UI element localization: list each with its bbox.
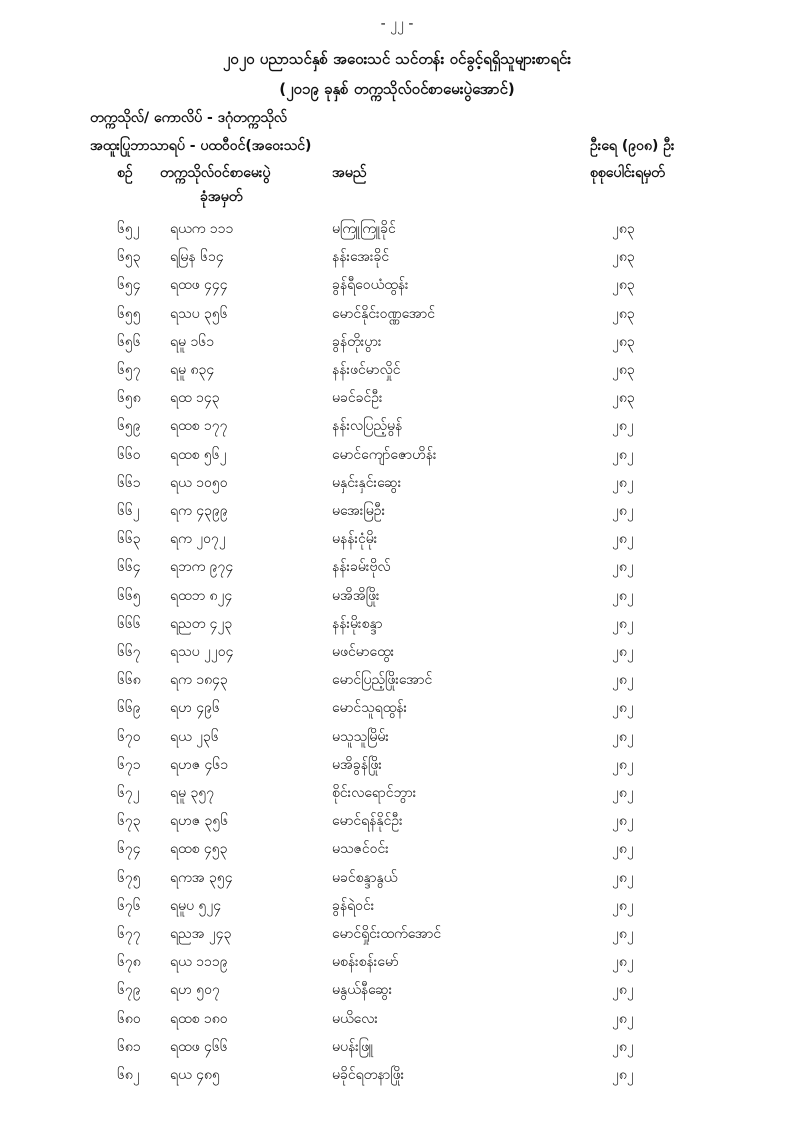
table-row	[0, 783, 794, 807]
name-cell: နန်းလပြည့်မွန်	[332, 418, 403, 435]
name-cell: မခင်စန္ဒာနွယ်	[332, 869, 398, 886]
roll-cell: ရဟ ၅၀၇	[170, 982, 220, 999]
serial-cell: ၆၇၅	[117, 869, 141, 886]
table-row	[0, 755, 794, 779]
roll-cell: ရယ ၄၈၅	[170, 1067, 220, 1083]
table-row	[0, 529, 794, 553]
marks-cell: ၂၈၂	[612, 869, 634, 886]
marks-cell: ၂၈၂	[612, 813, 634, 830]
marks-cell: ၂၈၂	[612, 954, 634, 971]
table-row	[0, 670, 794, 694]
table-row	[0, 445, 794, 469]
name-cell: နန်းဖင်မာလှိုင်	[332, 362, 401, 378]
header-marks: စုစုပေါင်းရမှတ်	[590, 165, 665, 181]
table-row	[0, 1065, 794, 1089]
table-row	[0, 727, 794, 751]
marks-cell: ၂၈၂	[612, 474, 634, 491]
name-cell: မစန်းစန်းမော်	[332, 954, 399, 971]
name-cell: မသဇင်ဝင်း	[332, 841, 389, 858]
serial-cell: ၆၈၀	[117, 1010, 141, 1027]
marks-cell: ၂၈၃	[612, 305, 635, 322]
name-cell: မပန်းဖြူ	[332, 1038, 374, 1055]
name-cell: မအိအိဖြိုး	[332, 587, 380, 604]
table-row	[0, 304, 794, 328]
name-cell: နန်းခမ်းဗိုလ်	[332, 559, 391, 576]
table-row	[0, 924, 794, 948]
roll-cell: ရထစ ၄၅၃	[170, 841, 228, 858]
marks-cell: ၂၈၂	[612, 644, 634, 660]
table-row	[0, 586, 794, 610]
marks-cell: ၂၈၂	[612, 756, 634, 773]
name-cell: မယိလေး	[332, 1010, 378, 1027]
roll-cell: ရက ၄၃၉၉	[170, 503, 228, 519]
serial-cell: ၆၅၆	[117, 333, 141, 350]
name-cell: ခွန်ရဲဝင်း	[332, 897, 375, 914]
marks-cell: ၂၈၂	[612, 926, 634, 942]
roll-cell: ရသပ ၂၂၀၄	[170, 644, 234, 660]
serial-cell: ၆၇၂	[117, 785, 140, 801]
roll-cell: ရမြန ၆၁၄	[170, 249, 224, 266]
roll-cell: ရက ၂၀၇၂	[170, 531, 226, 548]
name-cell: မအိခွန်ဖြိုး	[332, 756, 382, 773]
roll-cell: ရယ ၂၃၆	[170, 728, 219, 745]
serial-cell: ၆၇၃	[117, 813, 141, 830]
serial-cell: ၆၅၉	[117, 418, 141, 435]
roll-cell: ရထစ ၁၈၀	[170, 1010, 228, 1027]
roll-cell: ရမူ ၈၃၄	[170, 362, 215, 378]
name-cell: မောင်ပြည့်ဖြိုးအောင်	[332, 672, 433, 689]
serial-cell: ၆၇၇	[117, 926, 141, 942]
serial-cell: ၆၅၅	[117, 305, 141, 322]
roll-cell: ရဟဇ ၃၅၆	[170, 813, 229, 830]
serial-cell: ၆၅၇	[117, 362, 141, 378]
roll-cell: ရထစ ၁၇၇	[170, 418, 228, 435]
table-row	[0, 360, 794, 384]
serial-cell: ၆၆၇	[117, 644, 141, 660]
header-roll: တက္ကသိုလ်ဝင်စာမေးပွဲ	[160, 165, 271, 181]
document-subtitle: (၂၀၁၉ ခုနှစ် တက္ကသိုလ်ဝင်စာမေးပွဲအောင်)	[279, 80, 515, 98]
marks-cell: ၂၈၂	[612, 1067, 634, 1083]
roll-cell: ရညအ ၂၄၃	[170, 926, 232, 942]
serial-cell: ၆၇၀	[117, 728, 141, 745]
serial-cell: ၆၆၉	[117, 700, 141, 717]
marks-cell: ၂၈၃	[612, 221, 635, 237]
roll-cell: ရယ ၁၀၅၀	[170, 474, 228, 491]
table-row	[0, 980, 794, 1004]
name-cell: မနှင်းနှင်းဆွေး	[332, 474, 402, 491]
page-number: - ၂၂ -	[380, 16, 414, 32]
table-row	[0, 642, 794, 666]
serial-cell: ၆၆၈	[117, 672, 141, 689]
serial-cell: ၆၇၆	[117, 897, 141, 914]
table-row	[0, 473, 794, 497]
roll-cell: ရထစ ၅၆၂	[170, 446, 227, 463]
marks-cell: ၂၈၂	[612, 700, 634, 717]
serial-cell: ၆၆၁	[117, 474, 141, 491]
marks-cell: ၂၈၂	[612, 418, 634, 435]
marks-cell: ၂၈၃	[612, 390, 635, 407]
roll-cell: ရထဖ ၄၆၆	[170, 1038, 228, 1055]
marks-cell: ၂၈၃	[612, 362, 635, 378]
roll-cell: ရထဘ ၈၂၄	[170, 587, 233, 604]
serial-cell: ၆၅၂	[117, 221, 140, 237]
count-line: ဦးရေ (၉၀၈) ဦး	[590, 138, 675, 154]
table-row	[0, 219, 794, 243]
roll-cell: ရယ ၁၁၁၉	[170, 954, 228, 971]
roll-cell: ရသပ ၃၅၆	[170, 305, 228, 322]
serial-cell: ၆၅၄	[117, 277, 141, 294]
name-cell: မောင်ရှိုင်းထက်အောင်	[332, 926, 442, 942]
marks-cell: ၂၈၂	[612, 587, 634, 604]
table-row	[0, 698, 794, 722]
marks-cell: ၂၈၂	[612, 503, 634, 519]
table-row	[0, 416, 794, 440]
serial-cell: ၆၆၄	[117, 559, 141, 576]
table-row	[0, 1009, 794, 1033]
marks-cell: ၂၈၂	[612, 531, 634, 548]
serial-cell: ၆၇၉	[117, 982, 141, 999]
marks-cell: ၂၈၂	[612, 728, 634, 745]
table-row	[0, 839, 794, 863]
roll-cell: ရမူ ၃၅၇	[170, 785, 215, 801]
roll-cell: ရထ ၁၄၃	[170, 390, 220, 407]
header-name: အမည်	[332, 165, 367, 181]
roll-cell: ရမူ ၁၆၁	[170, 333, 215, 350]
table-row	[0, 557, 794, 581]
name-cell: ခွန်တိုးပွား	[332, 333, 382, 350]
marks-cell: ၂၈၂	[612, 1038, 634, 1055]
serial-cell: ၆၆၂	[117, 503, 140, 519]
name-cell: မခိုင်ရတနာဖြိုး	[332, 1067, 405, 1083]
name-cell: မအေးမြဦး	[332, 503, 386, 519]
serial-cell: ၆၇၈	[117, 954, 141, 971]
table-row	[0, 332, 794, 356]
marks-cell: ၂၈၃	[612, 249, 635, 266]
name-cell: နန်းအေးခိုင်	[332, 249, 390, 266]
marks-cell: ၂၈၃	[612, 333, 635, 350]
marks-cell: ၂၈၂	[612, 672, 634, 689]
name-cell: ခွန်ရီဝေယံထွန်း	[332, 277, 409, 294]
marks-cell: ၂၈၂	[612, 785, 634, 801]
table-row	[0, 896, 794, 920]
roll-cell: ရမူပ ၅၂၄	[170, 897, 222, 914]
serial-cell: ၆၈၁	[117, 1038, 141, 1055]
serial-cell: ၆၆၅	[117, 587, 141, 604]
table-row	[0, 868, 794, 892]
subject-line: အထူးပြုဘာသာရပ် - ပထဝီဝင်(အဝေးသင်)	[90, 138, 312, 154]
marks-cell: ၂၈၂	[612, 446, 634, 463]
serial-cell: ၆၆၆	[117, 615, 141, 632]
serial-cell: ၆၆၃	[117, 531, 141, 548]
name-cell: မနန်းငုံမိုး	[332, 531, 378, 548]
marks-cell: ၂၈၂	[612, 615, 634, 632]
table-row	[0, 952, 794, 976]
university-line: တက္ကသိုလ်/ ကောလိပ် - ဒဂုံတက္ကသိုလ်	[90, 110, 287, 126]
table-row	[0, 388, 794, 412]
roll-cell: ရဟဇ ၄၆၁	[170, 756, 229, 773]
marks-cell: ၂၈၂	[612, 1010, 634, 1027]
roll-cell: ရကအ ၃၅၄	[170, 869, 233, 886]
serial-cell: ၆၇၄	[117, 841, 141, 858]
roll-cell: ရညတ ၄၂၃	[170, 615, 233, 632]
marks-cell: ၂၈၂	[612, 559, 634, 576]
marks-cell: ၂၈၂	[612, 982, 634, 999]
marks-cell: ၂၈၂	[612, 841, 634, 858]
name-cell: မခင်ခင်ဦး	[332, 390, 383, 407]
name-cell: မောင်ရန်နိုင်ဦး	[332, 813, 403, 830]
name-cell: မောင်သူရထွန်း	[332, 700, 408, 717]
table-row	[0, 275, 794, 299]
serial-cell: ၆၅၃	[117, 249, 141, 266]
header-roll-2: ခုံအမှတ်	[200, 189, 243, 205]
header-serial: စဉ်	[117, 165, 133, 181]
name-cell: မဖင်မာထွေး	[332, 644, 395, 660]
roll-cell: ရက ၁၈၄၃	[170, 672, 228, 689]
name-cell: မကြူကြူခိုင်	[332, 221, 396, 237]
name-cell: နန်းမိုးစန္ဒာ	[332, 615, 383, 632]
document-title: ၂၀၂၀ ပညာသင်နှစ် အဝေးသင် သင်တန်း ဝင်ခွင့်ရရှိသူများစာရင်း	[222, 50, 572, 68]
name-cell: စိုင်းလရောင်ဘွား	[332, 785, 417, 801]
name-cell: မနွယ်နီဆွေး	[332, 982, 393, 999]
roll-cell: ရဟ ၄၉၆	[170, 700, 220, 717]
name-cell: မောင်နိုင်းဝဏ္ဏအောင်	[332, 305, 436, 322]
serial-cell: ၆၅၈	[117, 390, 141, 407]
table-row	[0, 247, 794, 271]
table-row	[0, 1037, 794, 1061]
serial-cell: ၆၈၂	[117, 1067, 140, 1083]
marks-cell: ၂၈၂	[612, 897, 634, 914]
roll-cell: ရထဖ ၄၄၄	[170, 277, 228, 294]
table-row	[0, 811, 794, 835]
name-cell: မသူသူမြိမ်း	[332, 728, 389, 745]
roll-cell: ရဘက ၉၇၄	[170, 559, 234, 576]
table-row	[0, 501, 794, 525]
roll-cell: ရယက ၁၁၁	[170, 221, 234, 237]
serial-cell: ၆၆၀	[117, 446, 141, 463]
marks-cell: ၂၈၃	[612, 277, 635, 294]
name-cell: မောင်ကျော်ဇောဟိန်း	[332, 446, 437, 463]
table-row	[0, 614, 794, 638]
serial-cell: ၆၇၁	[117, 756, 141, 773]
